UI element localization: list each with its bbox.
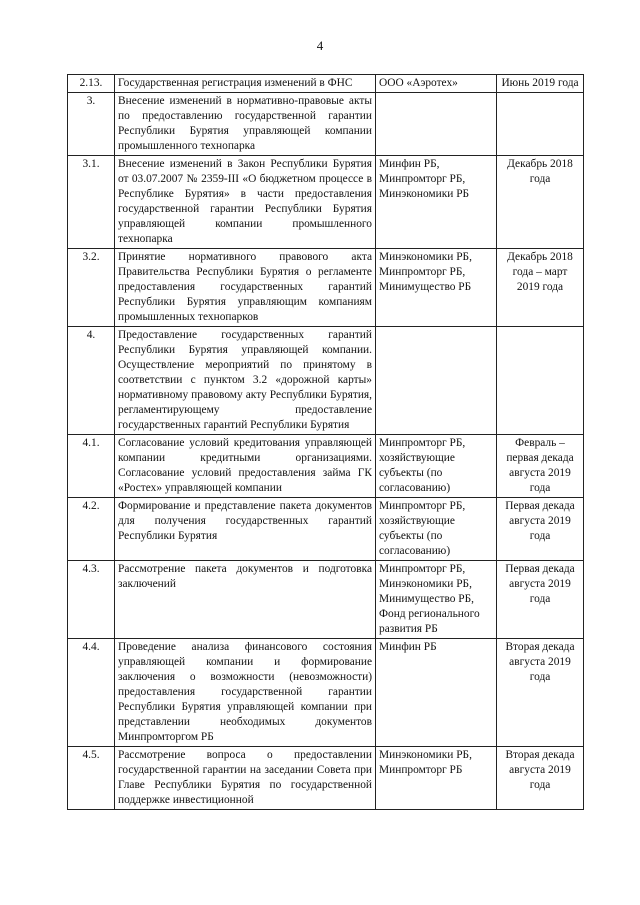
row-responsible: Минэкономики РБ, Минпромторг РБ, Минимущество РБ xyxy=(376,249,497,327)
row-deadline xyxy=(497,327,584,435)
table-row xyxy=(68,747,584,810)
table-row xyxy=(68,156,584,249)
row-description: Принятие нормативного правового акта Правительства Республики Бурятия о регламенте предоставления государственных гарантий Республики Бурятия управляющим компаниям промышленных технопарков xyxy=(115,249,376,327)
row-description: Формирование и представление пакета документов для получения государственных гарантий Республики Бурятия xyxy=(115,498,376,561)
row-description: Рассмотрение вопроса о предоставлении государственной гарантии на заседании Совета при Главе Республики Бурятия по государственной поддержке инвестиционной xyxy=(115,747,376,810)
table-row xyxy=(68,639,584,747)
row-deadline: Вторая декада августа 2019 года xyxy=(497,747,584,810)
row-number: 4.2. xyxy=(68,498,115,561)
row-number: 2.13. xyxy=(68,75,115,93)
page-number: 4 xyxy=(316,38,324,53)
row-description: Проведение анализа финансового состояния управляющей компании и формирование заключения о возможности (невозможности) предоставления государственной гарантии Республики Бурятия управляющей компании при представлении необходимых документов Минпромторгом РБ xyxy=(115,639,376,747)
row-deadline: Июнь 2019 года xyxy=(497,75,584,93)
row-responsible: Минпромторг РБ, хозяйствующие субъекты (по согласованию) xyxy=(376,435,497,498)
row-number: 4.5. xyxy=(68,747,115,810)
row-description: Предоставление государственных гарантий Республики Бурятия управляющей компании. Осуществление мероприятий по принятому в соответствии с пунктом 3.2 «дорожной карты» нормативному правовому акту Республики Бурятия, регламентирующему предоставление государственных гарантий Республики Бурятия xyxy=(115,327,376,435)
row-description: Государственная регистрация изменений в ФНС xyxy=(115,75,376,93)
table-row xyxy=(68,249,584,327)
table-row xyxy=(68,75,584,93)
row-description: Согласование условий кредитования управляющей компании кредитными организациями. Согласование условий предоставления займа ГК «Ростех» управляющей компании xyxy=(115,435,376,498)
row-responsible: Минэкономики РБ, Минпромторг РБ xyxy=(376,747,497,810)
table-row xyxy=(68,498,584,561)
row-description: Внесение изменений в Закон Республики Бурятия от 03.07.2007 № 2359-III «О бюджетном процессе в Республике Бурятия» в части предоставления государственной гарантии Республики Бурятия управляющей компании промышленного технопарка xyxy=(115,156,376,249)
row-responsible xyxy=(376,327,497,435)
row-responsible: Минфин РБ xyxy=(376,639,497,747)
row-deadline xyxy=(497,93,584,156)
row-deadline: Первая декада августа 2019 года xyxy=(497,561,584,639)
row-deadline: Декабрь 2018 года – март 2019 года xyxy=(497,249,584,327)
row-deadline: Первая декада августа 2019 года xyxy=(497,498,584,561)
row-number: 3.2. xyxy=(68,249,115,327)
row-responsible xyxy=(376,93,497,156)
row-responsible: Минпромторг РБ, Минэкономики РБ, Минимущество РБ, Фонд регионального развития РБ xyxy=(376,561,497,639)
row-responsible: Минфин РБ, Минпромторг РБ, Минэкономики РБ xyxy=(376,156,497,249)
row-number: 4.1. xyxy=(68,435,115,498)
row-number: 3.1. xyxy=(68,156,115,249)
table-row xyxy=(68,561,584,639)
row-deadline: Вторая декада августа 2019 года xyxy=(497,639,584,747)
table-row xyxy=(68,327,584,435)
row-number: 4.4. xyxy=(68,639,115,747)
roadmap-table xyxy=(67,74,584,810)
row-deadline: Февраль – первая декада августа 2019 года xyxy=(497,435,584,498)
row-deadline: Декабрь 2018 года xyxy=(497,156,584,249)
row-number: 4.3. xyxy=(68,561,115,639)
row-description: Рассмотрение пакета документов и подготовка заключений xyxy=(115,561,376,639)
row-number: 4. xyxy=(68,327,115,435)
row-responsible: ООО «Аэротех» xyxy=(376,75,497,93)
row-description: Внесение изменений в нормативно-правовые акты по предоставлению государственной гарантии Республики Бурятия управляющей компании промышленного технопарка xyxy=(115,93,376,156)
row-number: 3. xyxy=(68,93,115,156)
row-responsible: Минпромторг РБ, хозяйствующие субъекты (по согласованию) xyxy=(376,498,497,561)
table-row xyxy=(68,93,584,156)
table-row xyxy=(68,435,584,498)
